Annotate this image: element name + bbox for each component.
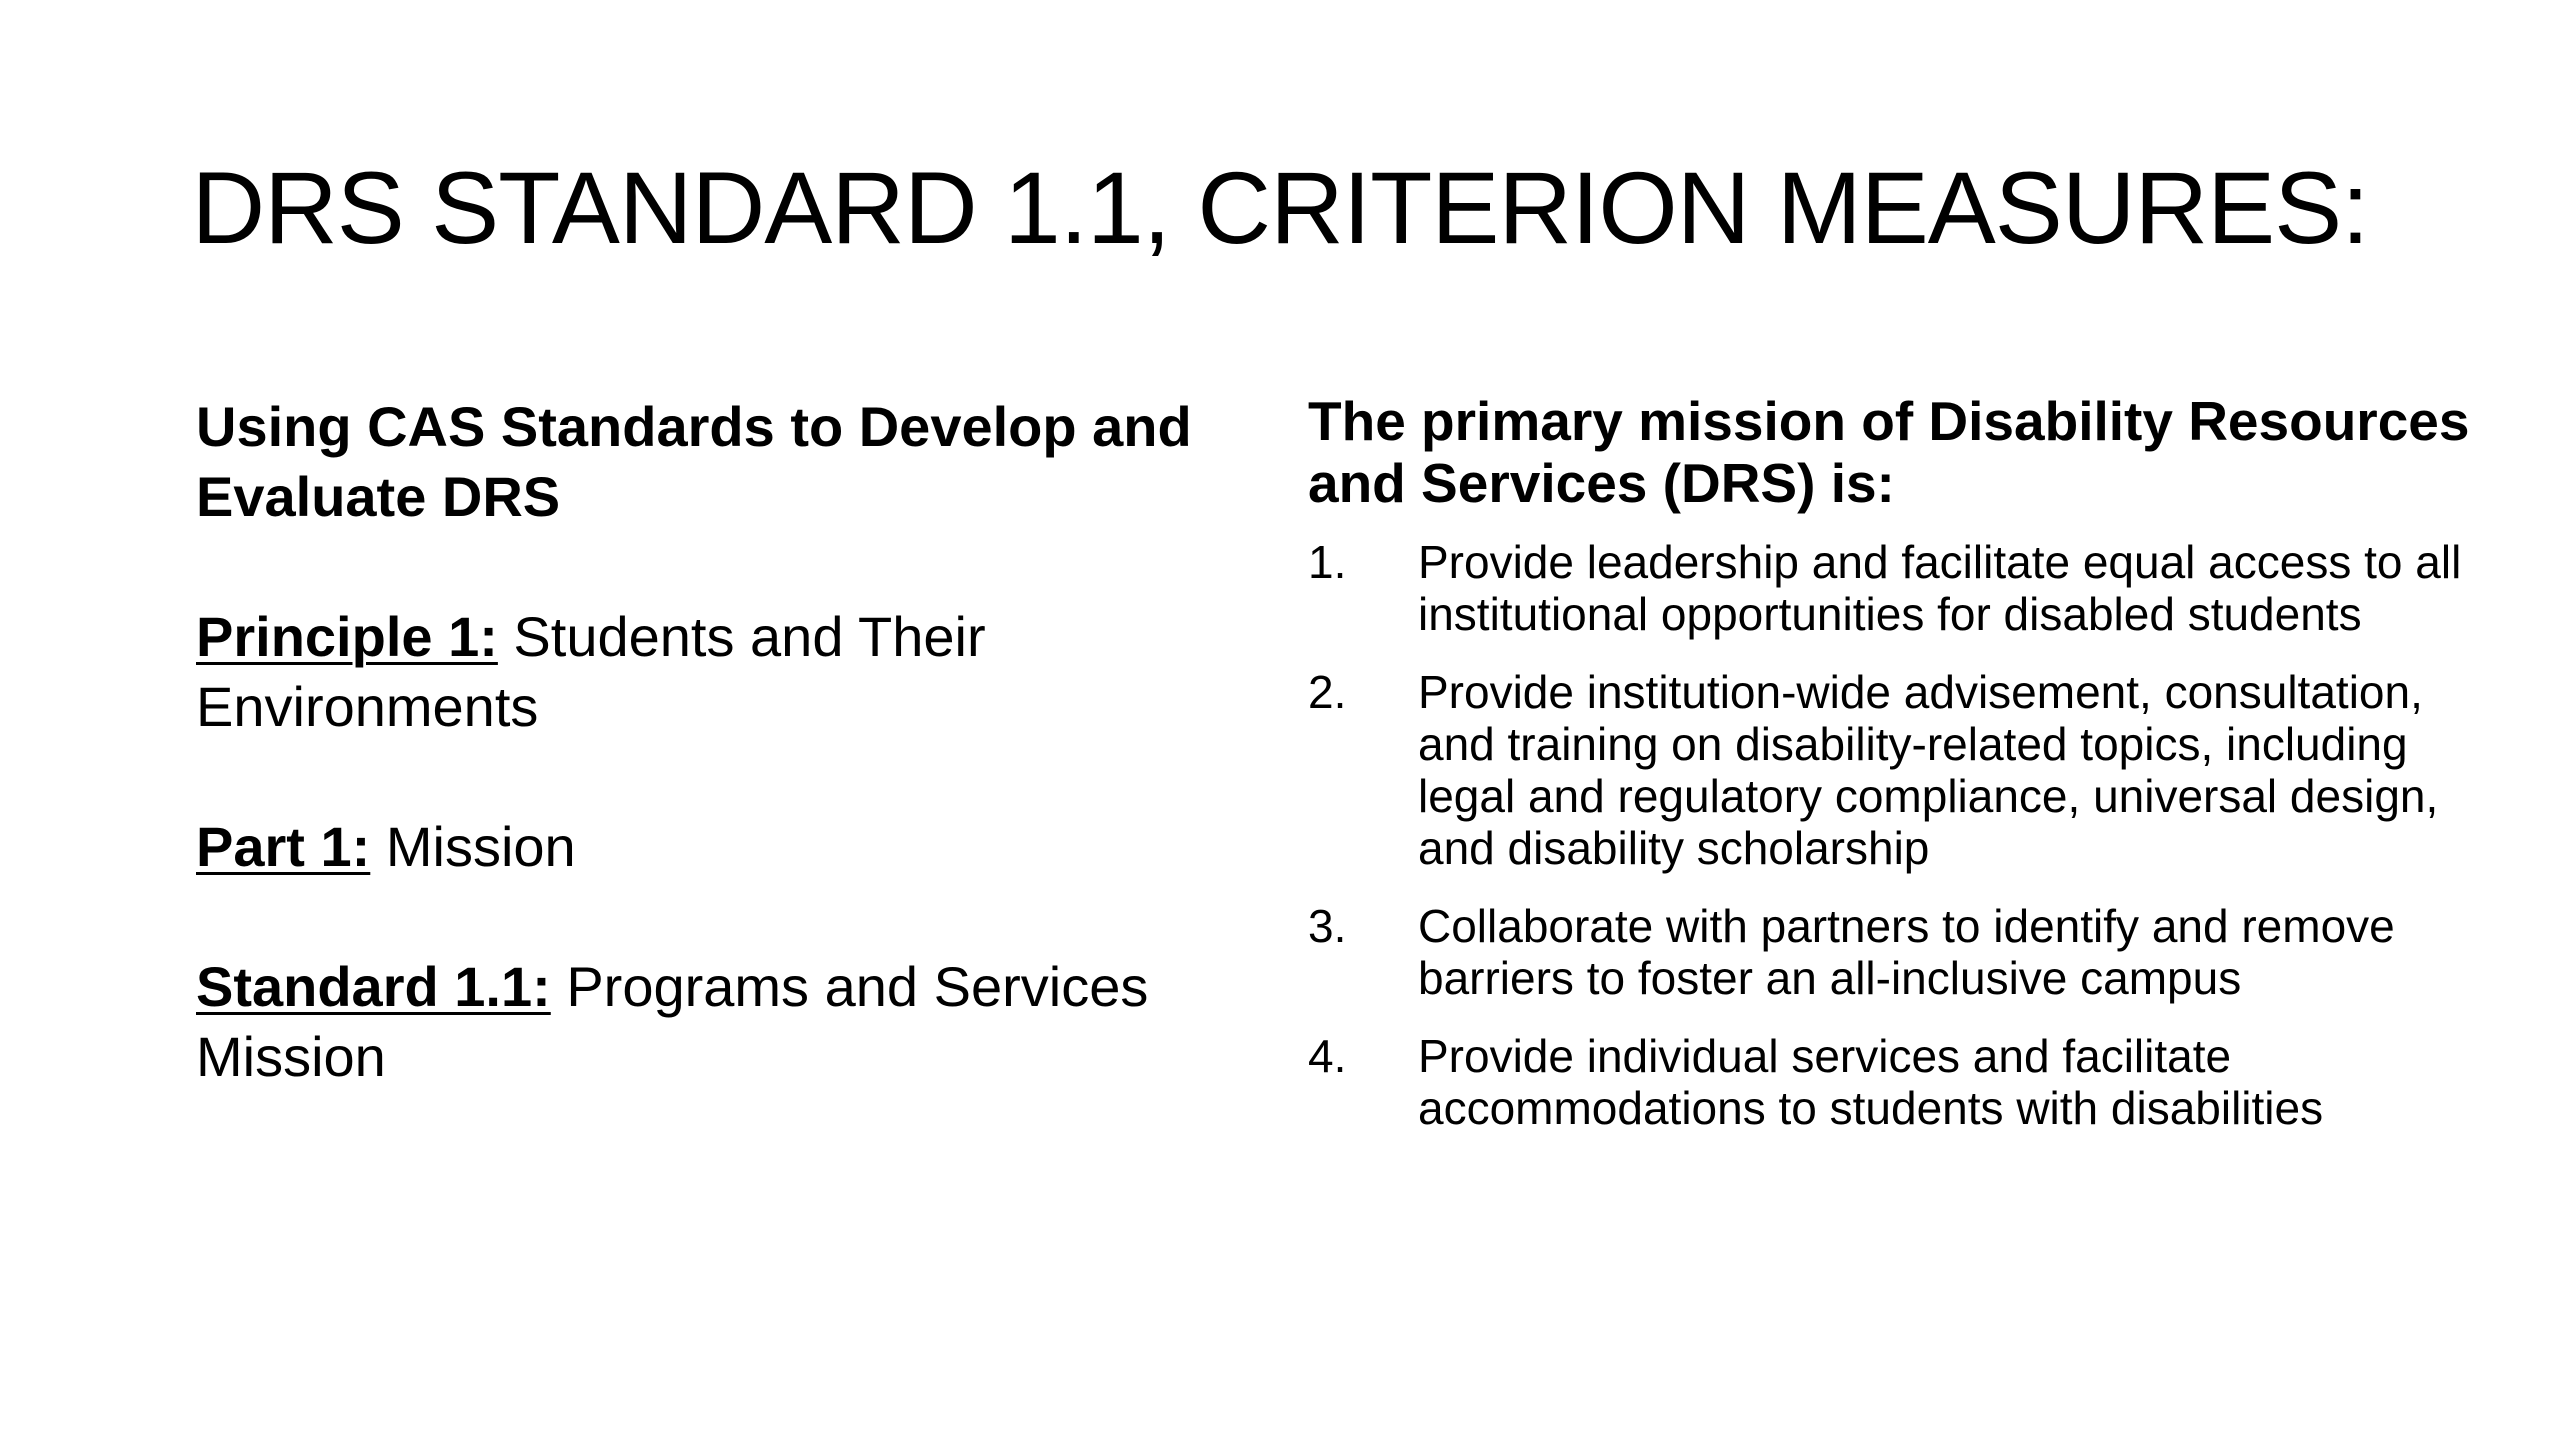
principle-text: Students and Their Environments bbox=[196, 605, 986, 738]
mission-item bbox=[1308, 536, 2488, 640]
part-label: Part 1: bbox=[196, 815, 371, 878]
mission-list bbox=[1308, 536, 2488, 1134]
slide-title: DRS STANDARD 1.1, CRITERION MEASURES: bbox=[191, 151, 2369, 265]
mission-item-number: 4. bbox=[1308, 1030, 1347, 1082]
standard-block bbox=[196, 952, 1196, 1092]
mission-item-number: 1. bbox=[1308, 536, 1347, 588]
mission-item-text: Collaborate with partners to identify and remove barriers to foster an all-inclusive campus bbox=[1418, 900, 2395, 1004]
mission-item bbox=[1308, 666, 2488, 874]
principle-block bbox=[196, 602, 1196, 742]
standard-label: Standard 1.1: bbox=[196, 955, 551, 1018]
mission-item-text: Provide individual services and facilitate accommodations to students with disabilities bbox=[1418, 1030, 2324, 1134]
mission-item bbox=[1308, 1030, 2488, 1134]
mission-item-text: Provide institution-wide advisement, consultation, and training on disability-related topics, including legal and regulatory compliance, universal design, and disability scholarship bbox=[1418, 666, 2439, 874]
mission-item bbox=[1308, 900, 2488, 1004]
mission-item-text: Provide leadership and facilitate equal access to all institutional opportunities for disabled students bbox=[1418, 536, 2462, 640]
mission-item-number: 2. bbox=[1308, 666, 1347, 718]
principle-label: Principle 1: bbox=[196, 605, 498, 668]
mission-item-number: 3. bbox=[1308, 900, 1347, 952]
left-column bbox=[196, 392, 1196, 1092]
mission-heading: The primary mission of Disability Resources and Services (DRS) is: bbox=[1308, 390, 2470, 514]
part-text: Mission bbox=[370, 815, 576, 878]
left-heading: Using CAS Standards to Develop and Evaluate DRS bbox=[196, 395, 1192, 528]
right-column bbox=[1308, 390, 2488, 1160]
part-block bbox=[196, 812, 1196, 882]
standard-text: Programs and Services Mission bbox=[196, 955, 1149, 1088]
